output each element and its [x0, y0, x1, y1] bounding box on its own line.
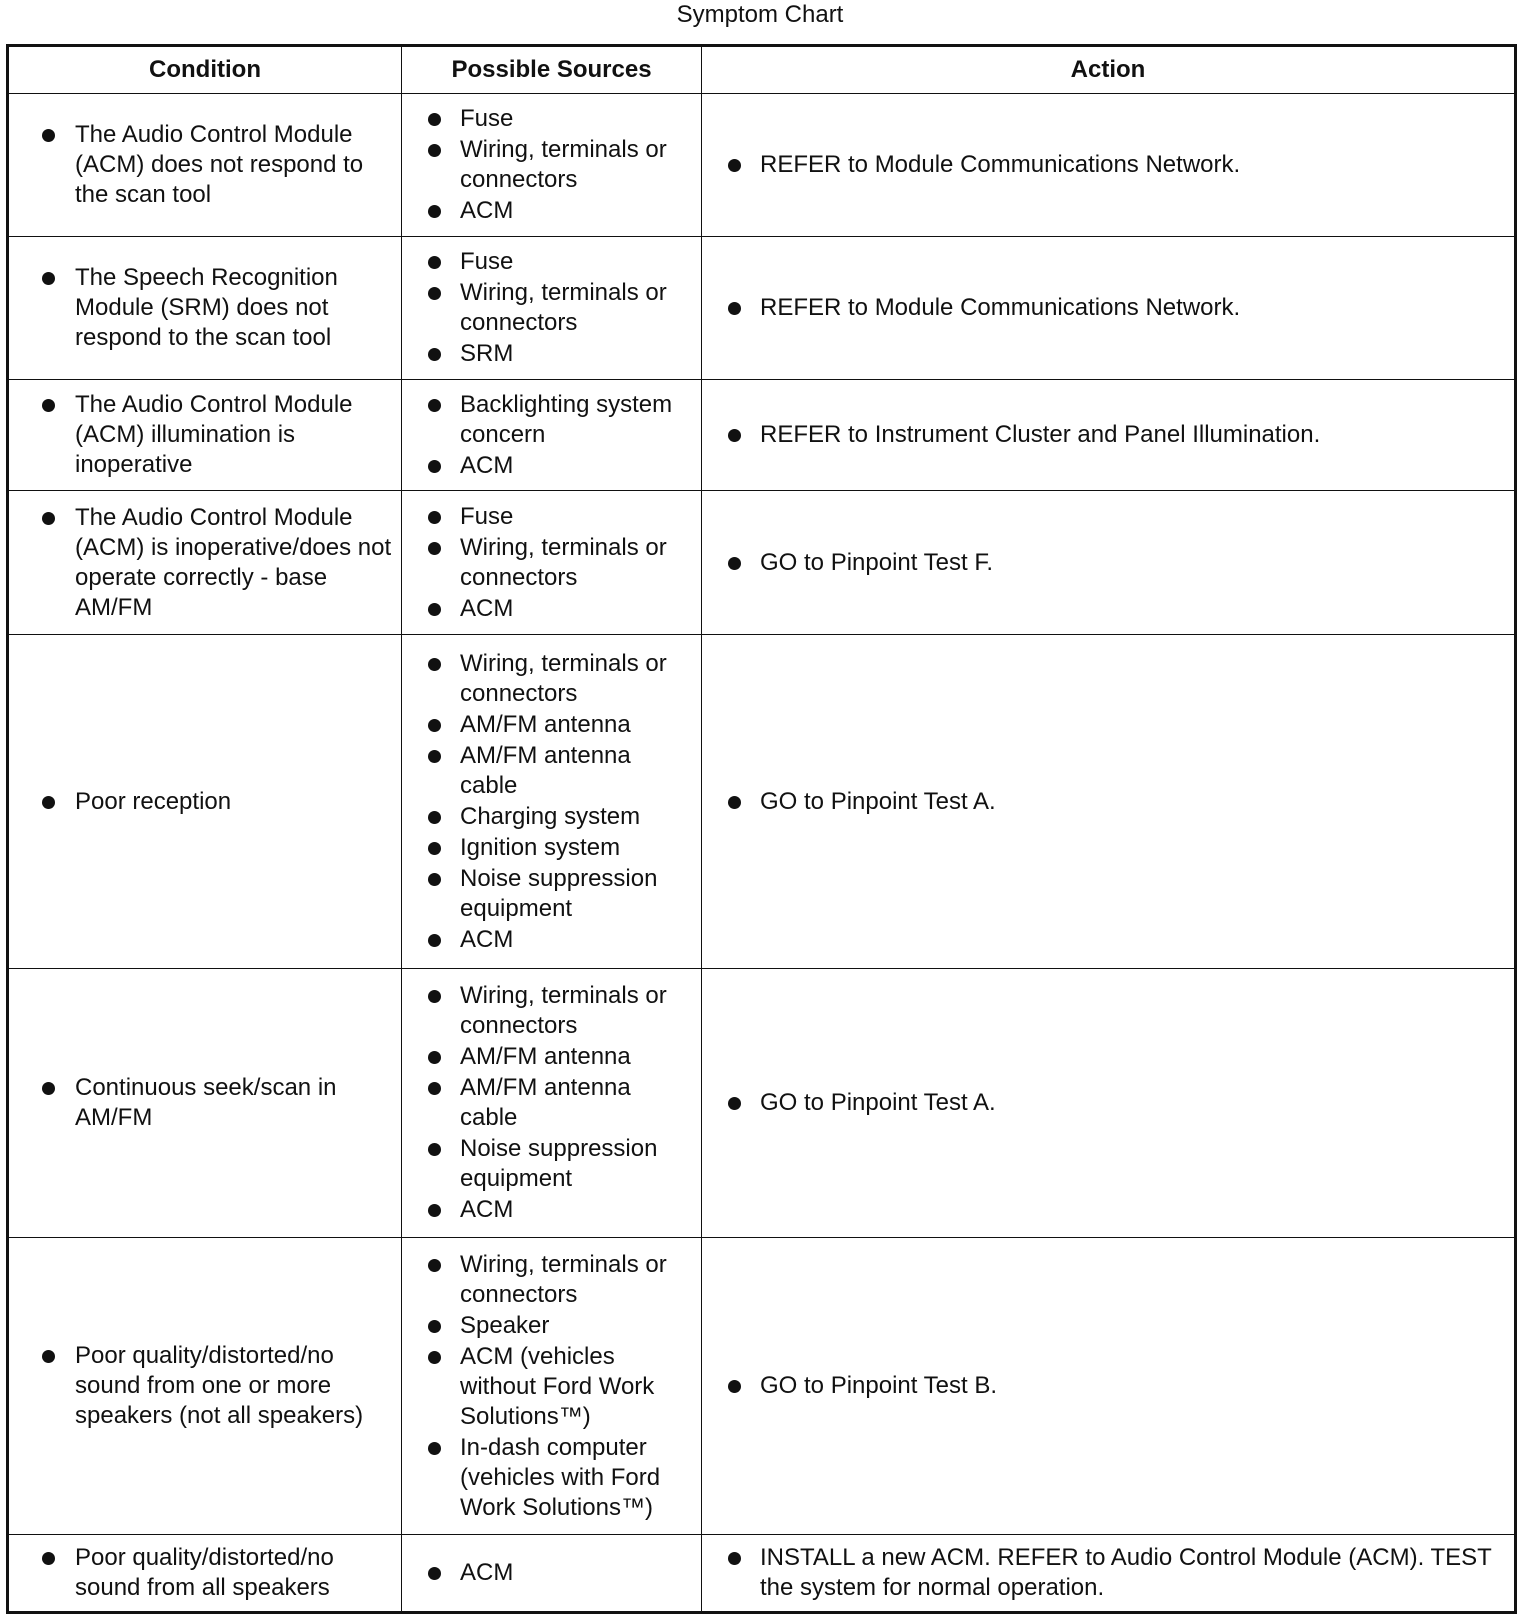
list-item-text: ACM (vehicles without Ford Work Solutions™): [460, 1342, 655, 1430]
list-item: [17, 1073, 393, 1133]
list-item-text: INSTALL a new ACM. REFER to Audio Control Module (ACM). TEST the system for normal operation.: [760, 1544, 1492, 1601]
list-item-text: The Audio Control Module (ACM) illumination is inoperative: [75, 391, 353, 478]
bullet-icon: [728, 1380, 741, 1393]
header-action: Action: [702, 46, 1516, 94]
list-item: [710, 293, 1506, 323]
list-item: [410, 1433, 693, 1523]
bullet-icon: [428, 542, 441, 555]
list-item: [410, 802, 693, 832]
bullet-icon: [728, 429, 741, 442]
list-item-text: AM/FM antenna: [460, 1043, 631, 1070]
bullet-icon: [728, 1552, 741, 1565]
list-item-text: GO to Pinpoint Test A.: [760, 1089, 996, 1116]
bullet-icon: [428, 1351, 441, 1364]
list-item: [710, 1088, 1506, 1118]
bullet-icon: [428, 658, 441, 671]
list-item-text: REFER to Instrument Cluster and Panel Illumination.: [760, 421, 1321, 448]
list-item-text: Speaker: [460, 1311, 550, 1339]
list-item: [410, 104, 693, 134]
bullet-list: [410, 1250, 693, 1523]
list-item-text: Ignition system: [460, 833, 621, 861]
list-item: [410, 649, 693, 709]
list-item: [710, 420, 1506, 450]
bullet-list: [710, 420, 1506, 450]
bullet-list: [710, 150, 1506, 180]
bullet-list: [710, 1371, 1506, 1401]
bullet-icon: [42, 796, 55, 809]
list-item: [410, 833, 693, 863]
bullet-icon: [428, 399, 441, 412]
list-item-text: AM/FM antenna: [460, 710, 631, 738]
list-item-text: ACM: [460, 594, 514, 622]
list-item-text: ACM: [460, 451, 514, 479]
list-item-text: ACM: [460, 1196, 514, 1223]
header-condition: Condition: [8, 46, 402, 94]
bullet-list: [410, 247, 693, 369]
bullet-icon: [42, 272, 55, 285]
condition-cell: [8, 491, 402, 635]
possible-sources-cell: [402, 635, 702, 969]
bullet-list: [710, 787, 1506, 817]
bullet-icon: [428, 1051, 441, 1064]
list-item-text: Wiring, terminals or connectors: [460, 136, 667, 193]
list-item: [710, 150, 1506, 180]
list-item: [410, 1134, 693, 1194]
list-item-text: REFER to Module Communications Network.: [760, 294, 1241, 321]
list-item-text: Charging system: [460, 802, 641, 830]
list-item-text: The Speech Recognition Module (SRM) does not respond to the scan tool: [75, 264, 338, 351]
list-item: [410, 864, 693, 924]
bullet-list: [17, 1341, 393, 1431]
list-item-text: Wiring, terminals or connectors: [460, 1250, 667, 1308]
bullet-icon: [728, 796, 741, 809]
action-cell: [702, 380, 1516, 491]
header-possible-sources: Possible Sources: [402, 46, 702, 94]
possible-sources-cell: [402, 380, 702, 491]
list-item: [17, 787, 393, 817]
possible-sources-cell: [402, 1238, 702, 1535]
list-item-text: Wiring, terminals or connectors: [460, 649, 667, 707]
bullet-icon: [428, 811, 441, 824]
list-item-text: Backlighting system concern: [460, 390, 673, 448]
list-item: [710, 1543, 1506, 1603]
bullet-icon: [428, 1143, 441, 1156]
bullet-icon: [428, 1567, 441, 1580]
list-item-text: REFER to Module Communications Network.: [760, 151, 1241, 178]
list-item-text: GO to Pinpoint Test B.: [760, 1372, 998, 1399]
list-item: [410, 1073, 693, 1133]
list-item-text: Noise suppression equipment: [460, 864, 658, 922]
table-row: [8, 94, 1516, 237]
table-row: [8, 969, 1516, 1238]
list-item: [17, 263, 393, 353]
list-item: [710, 548, 1506, 578]
bullet-icon: [42, 1082, 55, 1095]
bullet-list: [710, 548, 1506, 578]
bullet-list: [17, 120, 393, 210]
list-item: [410, 741, 693, 801]
list-item: [17, 390, 393, 480]
action-cell: [702, 635, 1516, 969]
bullet-icon: [428, 1204, 441, 1217]
action-cell: [702, 491, 1516, 635]
list-item-text: GO to Pinpoint Test F.: [760, 548, 994, 576]
list-item: [410, 196, 693, 226]
bullet-icon: [428, 1320, 441, 1333]
table-row: [8, 237, 1516, 380]
list-item-text: AM/FM antenna cable: [460, 1074, 631, 1131]
list-item-text: Wiring, terminals or connectors: [460, 533, 667, 591]
bullet-icon: [428, 990, 441, 1003]
bullet-icon: [428, 287, 441, 300]
bullet-list: [17, 1073, 393, 1133]
list-item: [410, 502, 693, 532]
list-item-text: ACM: [460, 197, 514, 224]
list-item: [410, 981, 693, 1041]
symptom-chart-table: [6, 44, 1517, 1614]
table-row: [8, 635, 1516, 969]
list-item: [710, 1371, 1506, 1401]
bullet-icon: [428, 1082, 441, 1095]
possible-sources-cell: [402, 94, 702, 237]
list-item-text: Wiring, terminals or connectors: [460, 982, 667, 1039]
list-item-text: Fuse: [460, 248, 514, 275]
bullet-icon: [428, 603, 441, 616]
bullet-icon: [42, 1552, 55, 1565]
bullet-icon: [728, 557, 741, 570]
possible-sources-cell: [402, 1535, 702, 1613]
list-item: [17, 503, 393, 623]
bullet-list: [17, 263, 393, 353]
list-item: [410, 1250, 693, 1310]
list-item-text: AM/FM antenna cable: [460, 741, 631, 799]
list-item-text: Poor quality/distorted/no sound from all speakers: [75, 1544, 334, 1601]
table-row: [8, 380, 1516, 491]
list-item: [410, 451, 693, 481]
list-item: [410, 1195, 693, 1225]
list-item-text: The Audio Control Module (ACM) is inoperative/does not operate correctly - base AM/FM: [75, 503, 392, 621]
bullet-list: [710, 293, 1506, 323]
page-title: Symptom Chart: [676, 1, 844, 28]
bullet-icon: [728, 1097, 741, 1110]
bullet-list: [17, 503, 393, 623]
list-item-text: ACM: [460, 1559, 514, 1586]
action-cell: [702, 94, 1516, 237]
condition-cell: [8, 380, 402, 491]
list-item: [410, 594, 693, 624]
bullet-icon: [428, 842, 441, 855]
condition-cell: [8, 94, 402, 237]
list-item-text: Wiring, terminals or connectors: [460, 279, 667, 336]
bullet-icon: [428, 205, 441, 218]
bullet-list: [410, 981, 693, 1225]
bullet-icon: [428, 719, 441, 732]
list-item: [410, 533, 693, 593]
list-item: [410, 247, 693, 277]
bullet-icon: [428, 511, 441, 524]
list-item: [410, 135, 693, 195]
condition-cell: [8, 237, 402, 380]
action-cell: [702, 1535, 1516, 1613]
bullet-icon: [428, 113, 441, 126]
action-cell: [702, 969, 1516, 1238]
bullet-icon: [428, 1442, 441, 1455]
list-item: [410, 1311, 693, 1341]
bullet-icon: [428, 873, 441, 886]
list-item: [410, 1558, 693, 1588]
list-item: [410, 925, 693, 955]
list-item-text: Poor quality/distorted/no sound from one or more speakers (not all speakers): [75, 1342, 364, 1429]
list-item: [17, 1543, 393, 1603]
table-row: [8, 1535, 1516, 1613]
bullet-icon: [42, 1350, 55, 1363]
list-item-text: SRM: [460, 340, 514, 367]
bullet-icon: [42, 129, 55, 142]
list-item-text: Continuous seek/scan in AM/FM: [75, 1074, 337, 1131]
bullet-list: [410, 390, 693, 481]
table-row: [8, 1238, 1516, 1535]
bullet-icon: [428, 144, 441, 157]
list-item-text: Fuse: [460, 502, 514, 530]
condition-cell: [8, 1238, 402, 1535]
bullet-icon: [428, 256, 441, 269]
bullet-icon: [728, 159, 741, 172]
bullet-icon: [428, 348, 441, 361]
bullet-list: [17, 1543, 393, 1603]
bullet-list: [710, 1088, 1506, 1118]
list-item: [410, 1042, 693, 1072]
list-item: [410, 278, 693, 338]
list-item: [410, 1342, 693, 1432]
bullet-list: [410, 649, 693, 955]
condition-cell: [8, 1535, 402, 1613]
possible-sources-cell: [402, 237, 702, 380]
table-row: [8, 491, 1516, 635]
table-header: [8, 46, 1516, 94]
bullet-list: [410, 104, 693, 226]
bullet-icon: [428, 1259, 441, 1272]
condition-cell: [8, 969, 402, 1238]
possible-sources-cell: [402, 969, 702, 1238]
condition-cell: [8, 635, 402, 969]
list-item: [710, 787, 1506, 817]
list-item: [17, 1341, 393, 1431]
bullet-icon: [42, 512, 55, 525]
list-item-text: Poor reception: [75, 787, 232, 815]
list-item: [17, 120, 393, 210]
action-cell: [702, 237, 1516, 380]
list-item: [410, 339, 693, 369]
bullet-list: [410, 1558, 693, 1588]
bullet-icon: [728, 302, 741, 315]
bullet-icon: [428, 934, 441, 947]
bullet-icon: [428, 750, 441, 763]
bullet-icon: [42, 399, 55, 412]
list-item-text: In-dash computer (vehicles with Ford Work Solutions™): [460, 1433, 661, 1521]
header-row: [8, 46, 1516, 94]
bullet-list: [710, 1543, 1506, 1603]
possible-sources-cell: [402, 491, 702, 635]
bullet-list: [410, 502, 693, 624]
bullet-icon: [428, 460, 441, 473]
list-item-text: The Audio Control Module (ACM) does not respond to the scan tool: [75, 121, 364, 208]
bullet-list: [17, 390, 393, 480]
action-cell: [702, 1238, 1516, 1535]
list-item-text: Noise suppression equipment: [460, 1135, 658, 1192]
table-body: [8, 94, 1516, 1613]
list-item-text: Fuse: [460, 105, 514, 132]
list-item: [410, 710, 693, 740]
list-item-text: ACM: [460, 925, 514, 953]
bullet-list: [17, 787, 393, 817]
list-item-text: GO to Pinpoint Test A.: [760, 787, 996, 815]
list-item: [410, 390, 693, 450]
